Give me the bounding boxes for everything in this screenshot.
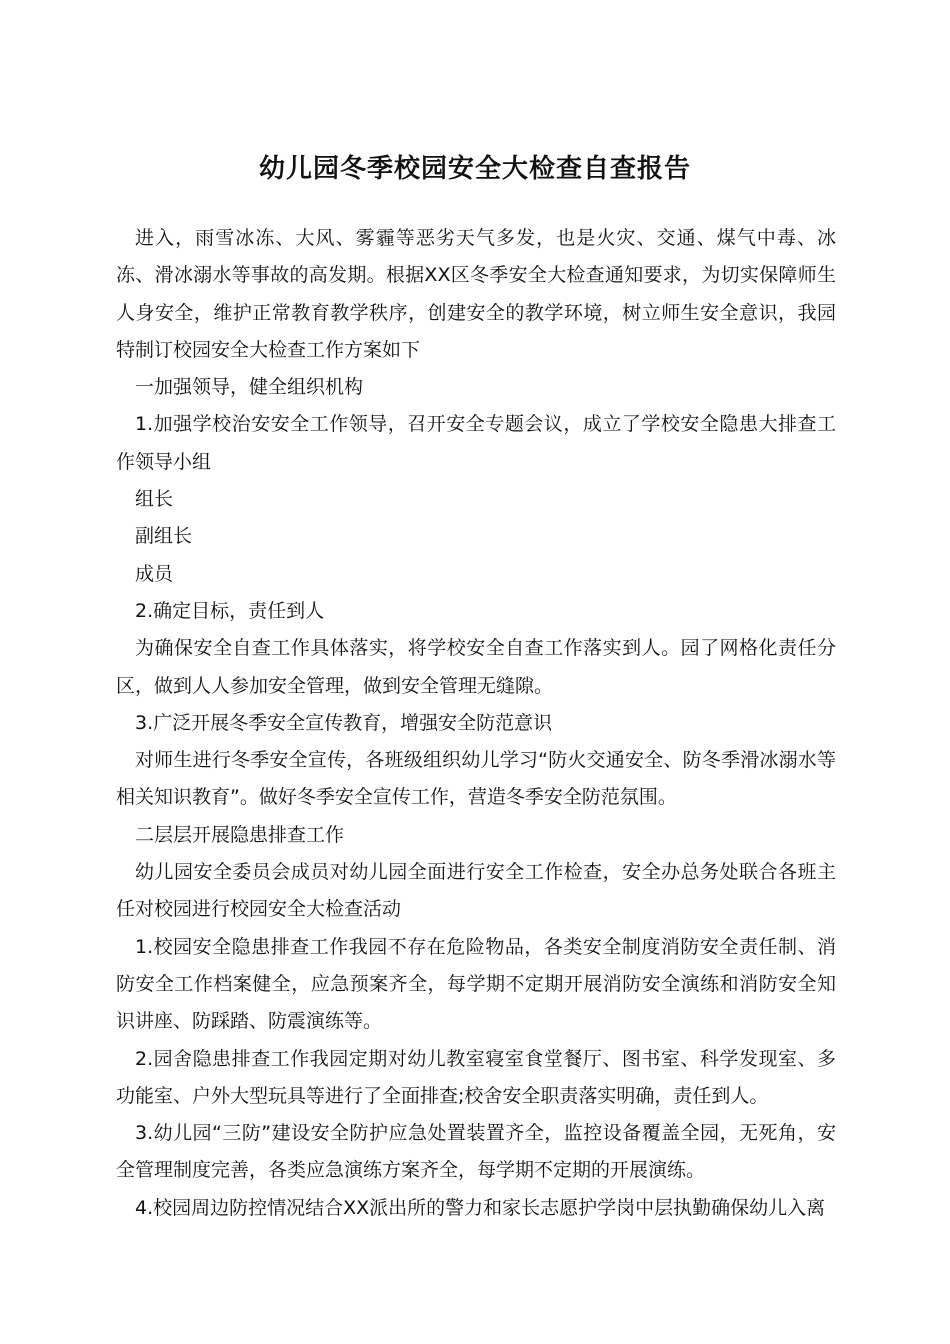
paragraph: 2.确定目标，责任到人 xyxy=(135,599,325,622)
document-title: 幼儿园冬季校园安全大检查自查报告 xyxy=(258,154,691,185)
paragraph: 4.校园周边防控情况结合XX派出所的警力和家长志愿护学岗中层执勤确保幼儿入离 xyxy=(135,1196,826,1219)
paragraph: 组长 xyxy=(135,488,174,511)
paragraph: 副组长 xyxy=(135,525,193,548)
paragraph: 对师生进行冬季安全宣传，各班级组织幼儿学习“防火交通安全、防冬季滑冰溺水等相关知识教育”。做好冬季安全宣传工作，营造冬季安全防范氛围。 xyxy=(116,749,836,809)
document-body xyxy=(116,220,836,1227)
paragraph: 1.校园安全隐患排查工作我园不存在危险物品，各类安全制度消防安全责任制、消防安全工作档案健全，应急预案齐全，每学期不定期开展消防安全演练和消防安全知识讲座、防踩踏、防震演练等。 xyxy=(116,935,836,1033)
paragraph: 成员 xyxy=(135,562,174,585)
paragraph: 3.广泛开展冬季安全宣传教育，增强安全防范意识 xyxy=(135,711,553,734)
paragraph: 1.加强学校治安安全工作领导，召开安全专题会议，成立了学校安全隐患大排查工作领导小组 xyxy=(116,413,836,473)
paragraph: 2.园舍隐患排查工作我园定期对幼儿教室寝室食堂餐厅、图书室、科学发现室、多功能室、户外大型玩具等进行了全面排查;校舍安全职责落实明确，责任到人。 xyxy=(116,1047,836,1107)
paragraph: 3.幼儿园“三防”建设安全防护应急处置装置齐全，监控设备覆盖全园，无死角，安全管理制度完善，各类应急演练方案齐全，每学期不定期的开展演练。 xyxy=(116,1122,836,1182)
paragraph: 为确保安全自查工作具体落实，将学校安全自查工作落实到人。园了网格化责任分区，做到人人参加安全管理，做到安全管理无缝隙。 xyxy=(116,637,836,697)
section-heading-1: 一加强领导，健全组织机构 xyxy=(135,376,364,399)
paragraph-intro: 进入，雨雪冰冻、大风、雾霾等恶劣天气多发，也是火灾、交通、煤气中毒、冰冻、滑冰溺水等事故的高发期。根据XX区冬季安全大检查通知要求，为切实保障师生人身安全，维护正常教育教学秩序，创建安全的教学环境，树立师生安全意识，我园特制订校园安全大检查工作方案如下 xyxy=(116,227,836,361)
section-heading-2: 二层层开展隐患排查工作 xyxy=(135,823,345,846)
paragraph: 幼儿园安全委员会成员对幼儿园全面进行安全工作检查，安全办总务处联合各班主任对校园进行校园安全大检查活动 xyxy=(116,861,836,921)
